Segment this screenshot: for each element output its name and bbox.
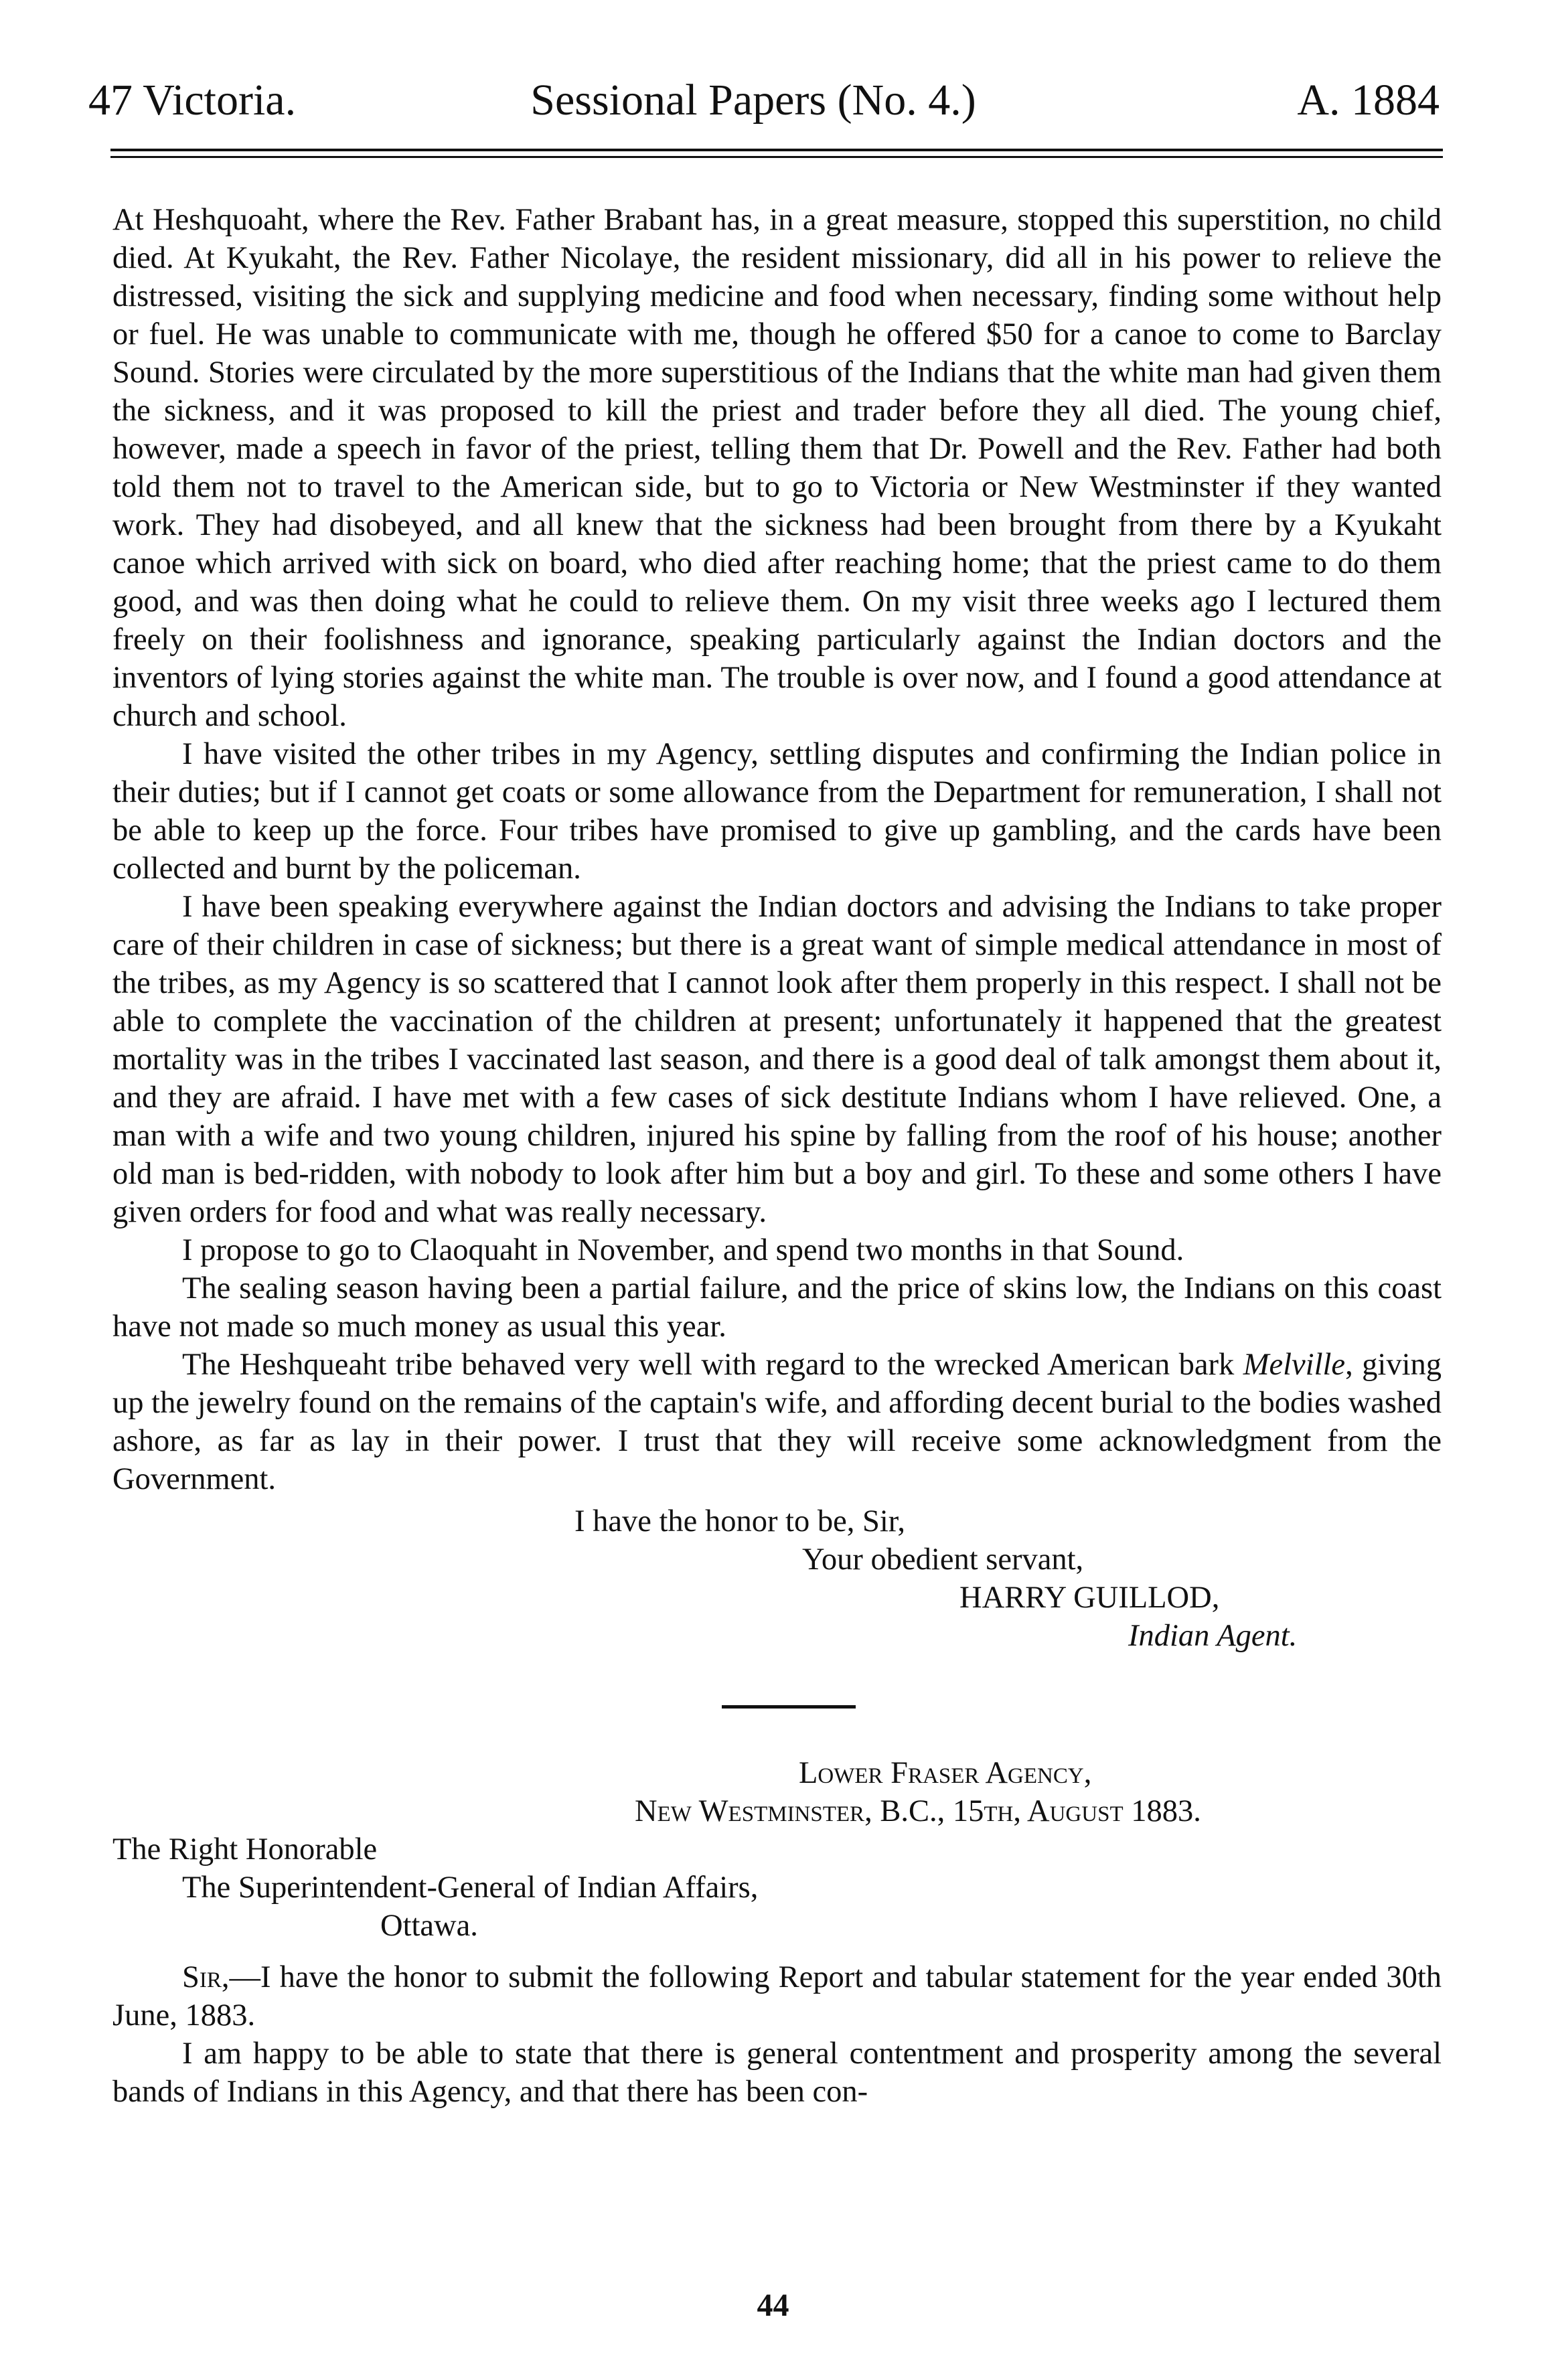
letter-address xyxy=(112,1754,1442,1830)
salutation-paragraph xyxy=(112,1958,1442,2035)
agency-name: Lower Fraser Agency, xyxy=(799,1756,1092,1790)
paragraph: I am happy to be able to state that there is general contentment and prosperity among the several bands of Indians in this Agency, and that there has been con- xyxy=(112,2037,1442,2109)
page-number: 44 xyxy=(757,2288,789,2323)
closing-line: Your obedient servant, xyxy=(802,1542,1084,1577)
paragraph-text: , giving up the jewelry found on the remains of the captain's wife, and affording decent burial to the bodies washed ashore, as far as lay in their power. I trust that they will receive some acknowledgment from the Government. xyxy=(112,1348,1442,1496)
recipient-line: The Right Honorable xyxy=(112,1832,378,1867)
paragraph-text: —I have the honor to submit the following Report and tabular statement for the year ended 30th June, 1883. xyxy=(112,1960,1442,2033)
body-text xyxy=(112,201,1442,2111)
salutation: Sir, xyxy=(182,1960,230,1994)
paragraph-text: The Heshqueaht tribe behaved very well with regard to the wrecked American bark xyxy=(182,1348,1243,1382)
signature: HARRY GUILLOD, xyxy=(959,1581,1220,1615)
ship-name: Melville xyxy=(1243,1348,1346,1382)
letter-closing xyxy=(112,1502,1442,1655)
recipient-line: The Superintendent-General of Indian Affairs, xyxy=(182,1871,759,1905)
paragraph: At Heshquoaht, where the Rev. Father Brabant has, in a great measure, stopped this superstition, no child died. At Kyukaht, the Rev. Father Nicolaye, the resident missionary, did all in his power to relieve the distressed, visiting the sick and supplying medicine and food when necessary, finding some without help or fuel. He was unable to communicate with me, though he offered $50 for a canoe to come to Barclay Sound. Stories were circulated by the more superstitious of the Indians that the white man had given them the sickness, and it was proposed to kill the priest and trader before they all died. The young chief, however, made a speech in favor of the priest, telling them that Dr. Powell and the Rev. Father had both told them not to travel to the American side, but to go to Victoria or New Westminster if they wanted work. They had disobeyed, and all knew that the sickness had been brought from there by a Kyukaht canoe which arrived with sick on board, who died after reaching home; that the priest came to do them good, and was then doing what he could to relieve them. On my visit three weeks ago I lectured them freely on their foolishness and ignorance, speaking particularly against the Indian doctors and the inventors of lying stories against the white man. The trouble is over now, and I found a good attendance at church and school. xyxy=(112,203,1442,733)
recipient-line: Ottawa. xyxy=(380,1909,478,1943)
closing-line: I have the honor to be, Sir, xyxy=(574,1504,906,1538)
header-rule-thick xyxy=(110,149,1443,151)
paragraph-melville xyxy=(112,1346,1442,1498)
header-volume: 47 Victoria. xyxy=(88,76,297,125)
header-title: Sessional Papers (No. 4.) xyxy=(530,76,976,125)
recipient-block xyxy=(112,1830,1442,1945)
place-date: New Westminster, B.C., 15th, August 1883. xyxy=(635,1794,1201,1828)
paragraph: I have visited the other tribes in my Agency, settling disputes and confirming the Indian police in their duties; but if I cannot get coats or some allowance from the Department for remuneration, I shall not be able to keep up the force. Four tribes have promised to give up gambling, and the cards have been collected and burnt by the policeman. xyxy=(112,737,1442,886)
running-header xyxy=(67,67,1440,134)
section-divider xyxy=(722,1705,856,1709)
paragraph: The sealing season having been a partial failure, and the price of skins low, the Indians on this coast have not made so much money as usual this year. xyxy=(112,1271,1442,1344)
signatory-title: Indian Agent. xyxy=(1128,1619,1298,1653)
paragraph: I propose to go to Claoquaht in November, and spend two months in that Sound. xyxy=(182,1233,1184,1267)
header-rule-thin xyxy=(110,156,1443,158)
paragraph: I have been speaking everywhere against the Indian doctors and advising the Indians to take proper care of their children in case of sickness; but there is a great want of simple medical attendance in most of the tribes, as my Agency is so scattered that I cannot look after them properly in this respect. I shall not be able to complete the vaccination of the children at present; unfortunately it happened that the greatest mortality was in the tribes I vaccinated last season, and there is a good deal of talk amongst them about it, and they are afraid. I have met with a few cases of sick destitute Indians whom I have relieved. One, a man with a wife and two young children, injured his spine by falling from the roof of his house; another old man is bed-ridden, with nobody to look after him but a boy and girl. To these and some others I have given orders for food and what was really necessary. xyxy=(112,890,1442,1229)
header-year: A. 1884 xyxy=(1297,76,1440,125)
